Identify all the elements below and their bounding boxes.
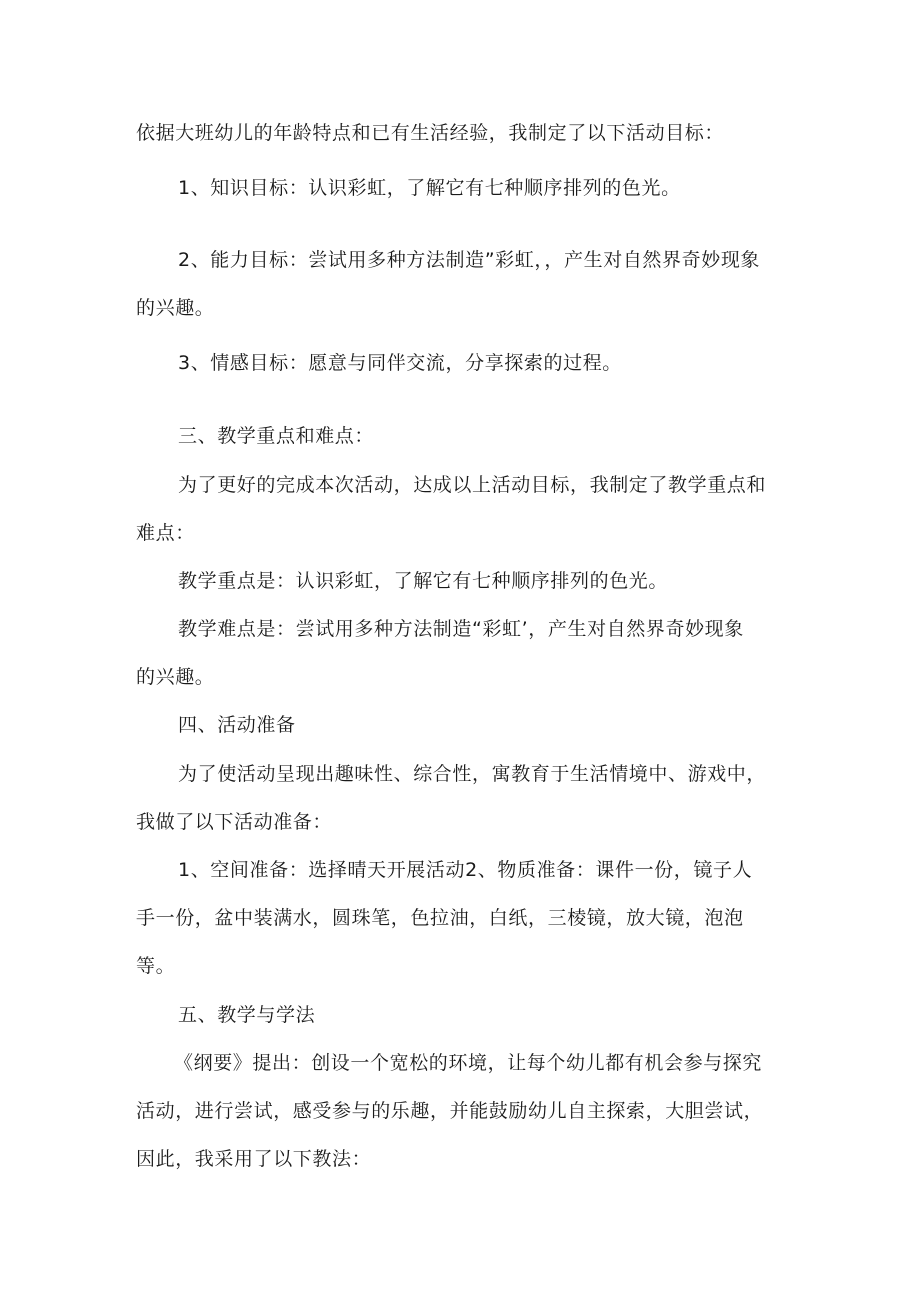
paragraph-line: 难点：: [136, 522, 195, 544]
section-heading-4: 四、活动准备: [178, 714, 296, 736]
goal-emotion: 3、情感目标：愿意与同伴交流，分享探索的过程。: [178, 352, 622, 374]
paragraph-line: 为了使活动呈现出趣味性、综合性，寓教育于生活情境中、游戏中，: [178, 763, 767, 785]
section-heading-5: 五、教学与学法: [178, 1004, 316, 1026]
key-point: 教学重点是：认识彩虹，了解它有七种顺序排列的色光。: [178, 570, 669, 592]
difficult-point-cont: 的兴趣。: [136, 666, 215, 688]
preparation-line: 手一份，盆中装满水，圆珠笔，色拉油，白纸，三棱镜，放大镜，泡泡: [136, 907, 744, 929]
paragraph-line: 我做了以下活动准备：: [136, 811, 333, 833]
paragraph-line: 为了更好的完成本次活动，达成以上活动目标，我制定了教学重点和: [178, 474, 767, 496]
goal-ability: 2、能力目标：尝试用多种方法制造”彩虹，，产生对自然界奇妙现象: [178, 249, 761, 271]
paragraph-line: 因此，我采用了以下教法：: [136, 1148, 372, 1170]
preparation-line: 等。: [136, 955, 176, 977]
intro-line: 依据大班幼儿的年龄特点和已有生活经验，我制定了以下活动目标：: [136, 122, 725, 144]
preparation-line: 1、空间准备：选择晴天开展活动2、物质准备：课件一份，镜子人: [178, 859, 753, 881]
paragraph-line: 《纲要》提出：创设一个宽松的环境，让每个幼儿都有机会参与探究: [174, 1052, 763, 1074]
paragraph-line: 活动，进行尝试，感受参与的乐趣，并能鼓励幼儿自主探索，大胆尝试，: [136, 1100, 764, 1122]
goal-ability-cont: 的兴趣。: [136, 297, 215, 319]
section-heading-3: 三、教学重点和难点：: [178, 425, 375, 447]
difficult-point: 教学难点是：尝试用多种方法制造“彩虹’，产生对自然界奇妙现象: [178, 618, 744, 640]
goal-knowledge: 1、知识目标：认识彩虹，了解它有七种顺序排列的色光。: [178, 177, 681, 199]
